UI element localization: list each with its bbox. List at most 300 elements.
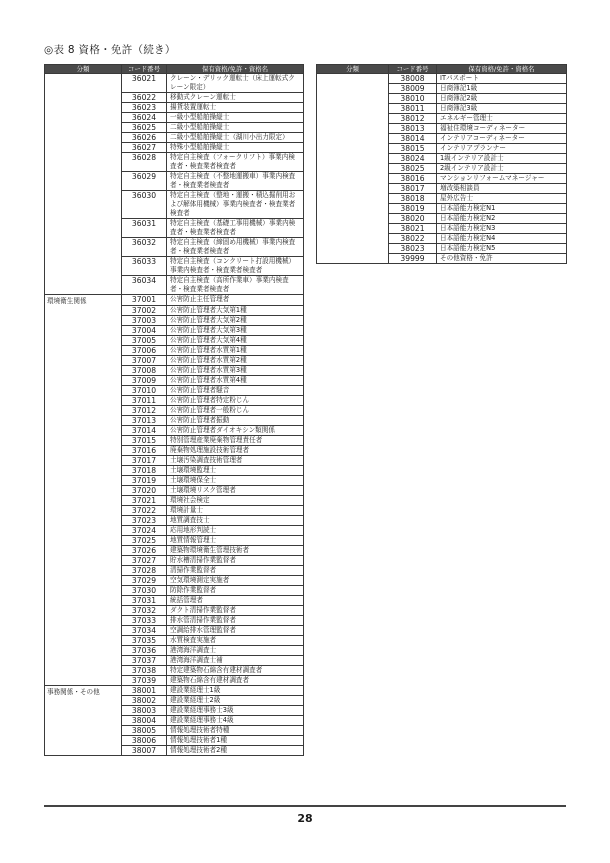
code-cell: 38020 (389, 214, 437, 224)
category-cell (45, 565, 122, 575)
table-row (45, 635, 304, 645)
category-cell (45, 495, 122, 505)
qualification-name-cell: 建設業経理士2級 (167, 696, 304, 706)
code-cell: 37001 (122, 295, 167, 306)
category-cell (45, 172, 122, 191)
qualification-name-cell: 特定自主検査（コンクリート打設用機械）事業内検査者・検査業者検査者 (167, 257, 304, 276)
code-cell: 36025 (122, 123, 167, 133)
table-row (45, 153, 304, 172)
code-cell: 36033 (122, 257, 167, 276)
code-cell: 37012 (122, 405, 167, 415)
qualification-name-cell: 排水管清掃作業監督者 (167, 615, 304, 625)
code-cell: 37020 (122, 485, 167, 495)
qualification-name-cell: 特定建築物石綿含有建材調査者 (167, 665, 304, 675)
qualification-name-cell: 公害防止管理者特定粉じん (167, 395, 304, 405)
qualification-name-cell: 特別管理産業廃棄物管理責任者 (167, 435, 304, 445)
qualification-table-left (44, 64, 304, 756)
code-cell: 37022 (122, 505, 167, 515)
table-row (317, 104, 567, 114)
table-row (45, 645, 304, 655)
qualification-name-cell: その他資格・免許 (437, 254, 567, 264)
category-cell (45, 375, 122, 385)
table-row (45, 375, 304, 385)
category-cell (45, 355, 122, 365)
qualification-name-cell: 公害防止管理者大気第3種 (167, 325, 304, 335)
code-cell: 36028 (122, 153, 167, 172)
category-cell (317, 124, 389, 134)
table-row (45, 625, 304, 635)
category-cell (45, 485, 122, 495)
code-cell: 37013 (122, 415, 167, 425)
category-cell (45, 535, 122, 545)
qualification-name-cell: クレーン・デリック運転士（床上運転式クレーン限定） (167, 74, 304, 93)
category-cell (45, 555, 122, 565)
qualification-name-cell: 公害防止管理者水質第1種 (167, 345, 304, 355)
category-cell (317, 214, 389, 224)
table-header-row (45, 65, 304, 74)
qualification-name-cell: 土壌環境リスク管理者 (167, 485, 304, 495)
code-cell: 36026 (122, 133, 167, 143)
table-row (45, 615, 304, 625)
qualification-name-cell: 建築物石綿含有建材調査者 (167, 675, 304, 685)
code-cell: 38003 (122, 706, 167, 716)
table-row (45, 133, 304, 143)
code-cell: 37023 (122, 515, 167, 525)
category-cell (45, 435, 122, 445)
qualification-name-cell: 応用地形判読士 (167, 525, 304, 535)
category-cell (45, 143, 122, 153)
qualification-name-cell: 土壌環境監理士 (167, 465, 304, 475)
category-cell (45, 153, 122, 172)
code-cell: 36022 (122, 93, 167, 103)
code-cell: 38014 (389, 134, 437, 144)
category-cell (45, 365, 122, 375)
code-column-header: コード番号 (389, 65, 437, 74)
name-column-header: 保有資格/免許・資格名 (437, 65, 567, 74)
category-cell (317, 204, 389, 214)
category-cell (45, 257, 122, 276)
qualification-name-cell: 屋外広告士 (437, 194, 567, 204)
code-cell: 38005 (122, 726, 167, 736)
qualification-name-cell: 公害防止主任管理者 (167, 295, 304, 306)
table-row (317, 164, 567, 174)
code-cell: 37024 (122, 525, 167, 535)
code-cell: 36034 (122, 276, 167, 295)
category-cell (45, 93, 122, 103)
category-cell (317, 144, 389, 154)
qualification-name-cell: 公害防止管理者ダイオキシン類関係 (167, 425, 304, 435)
code-cell: 36023 (122, 103, 167, 113)
table-row (45, 93, 304, 103)
code-cell: 37038 (122, 665, 167, 675)
table-row (45, 257, 304, 276)
code-cell: 37021 (122, 495, 167, 505)
table-row (45, 455, 304, 465)
qualification-name-cell: 公害防止管理者大気第4種 (167, 335, 304, 345)
code-cell: 38011 (389, 104, 437, 114)
category-cell (45, 645, 122, 655)
code-cell: 37036 (122, 645, 167, 655)
category-cell (317, 184, 389, 194)
table-row (45, 445, 304, 455)
qualification-name-cell: 公害防止管理者一般粉じん (167, 405, 304, 415)
qualification-name-cell: 港湾海洋調査士補 (167, 655, 304, 665)
category-cell (45, 113, 122, 123)
category-cell (45, 405, 122, 415)
table-row (45, 545, 304, 555)
qualification-name-cell: 建設業経理事務士4級 (167, 716, 304, 726)
table-row (45, 726, 304, 736)
code-cell: 38008 (389, 74, 437, 84)
qualification-name-cell: 二級小型船舶操縦士 (167, 123, 304, 133)
category-cell (45, 575, 122, 585)
qualification-name-cell: 公害防止管理者大気第2種 (167, 315, 304, 325)
qualification-name-cell: 公害防止管理者水質第4種 (167, 375, 304, 385)
category-cell (45, 736, 122, 746)
code-cell: 37032 (122, 605, 167, 615)
qualification-name-cell: 公害防止管理者騒音 (167, 385, 304, 395)
table-row (45, 143, 304, 153)
table-row (45, 191, 304, 219)
table-row (45, 295, 304, 306)
code-cell: 37014 (122, 425, 167, 435)
code-cell: 38013 (389, 124, 437, 134)
code-cell: 37004 (122, 325, 167, 335)
category-cell (45, 525, 122, 535)
qualification-name-cell: 移動式クレーン運転士 (167, 93, 304, 103)
qualification-name-cell: インテリアプランナー (437, 144, 567, 154)
table-row (45, 515, 304, 525)
category-cell (45, 665, 122, 675)
code-cell: 37031 (122, 595, 167, 605)
code-cell: 38015 (389, 144, 437, 154)
table-row (45, 716, 304, 726)
category-cell (45, 696, 122, 706)
qualification-name-cell: 揚貨装置運転士 (167, 103, 304, 113)
table-row (45, 395, 304, 405)
code-cell: 37025 (122, 535, 167, 545)
table-row (317, 144, 567, 154)
qualification-name-cell: 情報処理技術者1種 (167, 736, 304, 746)
qualification-name-cell: 貯水槽清掃作業監督者 (167, 555, 304, 565)
category-cell (45, 74, 122, 93)
qualification-name-cell: 情報処理技術者2種 (167, 746, 304, 756)
table-row (45, 335, 304, 345)
table-row (45, 595, 304, 605)
category-cell (317, 164, 389, 174)
category-cell (45, 123, 122, 133)
category-cell (317, 74, 389, 84)
table-row (45, 385, 304, 395)
category-cell (45, 726, 122, 736)
category-cell (317, 104, 389, 114)
code-cell: 37010 (122, 385, 167, 395)
category-cell (317, 224, 389, 234)
category-cell (317, 174, 389, 184)
qualification-name-cell: 統括管理者 (167, 595, 304, 605)
category-cell (45, 465, 122, 475)
table-caption: ◎表 8 資格・免許（続き） (44, 44, 176, 56)
code-cell: 37039 (122, 675, 167, 685)
table-row (45, 655, 304, 665)
table-row (45, 425, 304, 435)
name-column-header: 保有資格/免許・資格名 (167, 65, 304, 74)
table-row (45, 219, 304, 238)
code-cell: 37018 (122, 465, 167, 475)
table-row (45, 113, 304, 123)
category-cell (45, 445, 122, 455)
qualification-name-cell: エネルギー管理士 (437, 114, 567, 124)
table-row (45, 238, 304, 257)
category-cell (45, 385, 122, 395)
category-cell (45, 315, 122, 325)
table-row (45, 696, 304, 706)
qualification-name-cell: 建築物環境衛生管理技術者 (167, 545, 304, 555)
code-cell: 38019 (389, 204, 437, 214)
code-cell: 38018 (389, 194, 437, 204)
category-cell (45, 455, 122, 465)
table-row (317, 174, 567, 184)
code-cell: 37034 (122, 625, 167, 635)
qualification-name-cell: 日本語能力検定N3 (437, 224, 567, 234)
code-cell: 38016 (389, 174, 437, 184)
code-cell: 37019 (122, 475, 167, 485)
code-cell: 38023 (389, 244, 437, 254)
qualification-name-cell: 水質検査実施者 (167, 635, 304, 645)
code-cell: 38007 (122, 746, 167, 756)
qualification-name-cell: 環境計量士 (167, 505, 304, 515)
qualification-name-cell: 日商簿記2級 (437, 94, 567, 104)
qualification-name-cell: 公害防止管理者振動 (167, 415, 304, 425)
qualification-name-cell: 土壌汚染調査技術管理者 (167, 455, 304, 465)
code-cell: 37006 (122, 345, 167, 355)
qualification-name-cell: 特定自主検査（締固め用機械）事業内検査者・検査業者検査者 (167, 238, 304, 257)
code-cell: 38010 (389, 94, 437, 104)
code-cell: 38001 (122, 685, 167, 696)
qualification-name-cell: 日本語能力検定N5 (437, 244, 567, 254)
qualification-name-cell: 建設業経理事務士3級 (167, 706, 304, 716)
category-cell (317, 84, 389, 94)
table-row (45, 675, 304, 685)
table-row (317, 194, 567, 204)
category-cell: 事務関係・その他 (45, 685, 122, 696)
qualification-name-cell: 港湾海洋調査士 (167, 645, 304, 655)
qualification-name-cell: 日本語能力検定N1 (437, 204, 567, 214)
qualification-name-cell: ダクト清掃作業監督者 (167, 605, 304, 615)
code-cell: 38024 (389, 154, 437, 164)
category-cell (45, 635, 122, 645)
qualification-name-cell: 日本語能力検定N4 (437, 234, 567, 244)
category-cell (45, 746, 122, 756)
table-row (45, 565, 304, 575)
category-cell (45, 675, 122, 685)
table-row (45, 325, 304, 335)
qualification-name-cell: 日商簿記3級 (437, 104, 567, 114)
table-row (45, 585, 304, 595)
code-cell: 37007 (122, 355, 167, 365)
table-header-row (317, 65, 567, 74)
table-row (317, 114, 567, 124)
table-row (317, 134, 567, 144)
table-row (45, 123, 304, 133)
table-row (317, 224, 567, 234)
table-row (45, 535, 304, 545)
category-cell (45, 706, 122, 716)
category-cell (45, 305, 122, 315)
qualification-name-cell: 清掃作業監督者 (167, 565, 304, 575)
code-cell: 37029 (122, 575, 167, 585)
qualification-name-cell: 日商簿記1級 (437, 84, 567, 94)
code-cell: 39999 (389, 254, 437, 264)
table-row (45, 485, 304, 495)
code-cell: 37003 (122, 315, 167, 325)
code-cell: 38025 (389, 164, 437, 174)
table-row (317, 244, 567, 254)
code-cell: 36031 (122, 219, 167, 238)
table-row (45, 685, 304, 696)
code-cell: 38006 (122, 736, 167, 746)
qualification-name-cell: 廃棄物処理施設技術管理者 (167, 445, 304, 455)
code-cell: 37027 (122, 555, 167, 565)
table-row (45, 305, 304, 315)
qualification-name-cell: 特定自主検査（高所作業車）事業内検査者・検査業者検査者 (167, 276, 304, 295)
code-cell: 38002 (122, 696, 167, 706)
category-cell (45, 395, 122, 405)
page-number: 28 (297, 812, 313, 825)
table-row (45, 525, 304, 535)
table-row (45, 465, 304, 475)
qualification-name-cell: 公害防止管理者水質第2種 (167, 355, 304, 365)
code-cell: 36027 (122, 143, 167, 153)
table-row (317, 94, 567, 104)
qualification-name-cell: 情報処理技術者特種 (167, 726, 304, 736)
table-row (45, 475, 304, 485)
table-row (317, 84, 567, 94)
code-cell: 37011 (122, 395, 167, 405)
qualification-name-cell: 福祉住環境コーディネーター (437, 124, 567, 134)
qualification-name-cell: 防除作業監督者 (167, 585, 304, 595)
category-cell (45, 191, 122, 219)
qualification-name-cell: マンションリフォームマネージャー (437, 174, 567, 184)
table-row (45, 355, 304, 365)
category-cell (317, 134, 389, 144)
table-row (317, 74, 567, 84)
qualification-name-cell: 二級小型船舶操縦士（湖川小出力限定） (167, 133, 304, 143)
code-cell: 37030 (122, 585, 167, 595)
code-cell: 38004 (122, 716, 167, 726)
category-cell (45, 415, 122, 425)
qualification-name-cell: 増改築相談員 (437, 184, 567, 194)
table-row (45, 435, 304, 445)
category-cell (317, 94, 389, 104)
table-row (317, 214, 567, 224)
category-cell (45, 238, 122, 257)
category-cell (317, 114, 389, 124)
code-cell: 37005 (122, 335, 167, 345)
qualification-name-cell: 特定自主検査（整地・運搬・積込掘削用および解体用機械）事業内検査者・検査業者検査者 (167, 191, 304, 219)
table-row (45, 103, 304, 113)
qualification-name-cell: 一級小型船舶操縦士 (167, 113, 304, 123)
category-cell (317, 154, 389, 164)
category-cell (45, 585, 122, 595)
qualification-name-cell: 1級インテリア設計士 (437, 154, 567, 164)
category-cell (45, 625, 122, 635)
qualification-name-cell: 空調給排水管理監督者 (167, 625, 304, 635)
category-cell (45, 475, 122, 485)
category-cell (45, 276, 122, 295)
qualification-name-cell: 2級インテリア設計士 (437, 164, 567, 174)
table-row (45, 495, 304, 505)
table-row (45, 736, 304, 746)
category-cell (45, 515, 122, 525)
footer-rule (44, 805, 566, 807)
table-row (45, 605, 304, 615)
category-cell (45, 335, 122, 345)
table-row (45, 74, 304, 93)
category-cell (45, 425, 122, 435)
code-cell: 38009 (389, 84, 437, 94)
table-row (45, 345, 304, 355)
table-row (45, 665, 304, 675)
qualification-name-cell: 日本語能力検定N2 (437, 214, 567, 224)
code-cell: 36030 (122, 191, 167, 219)
code-cell: 36024 (122, 113, 167, 123)
table-row (45, 315, 304, 325)
qualification-name-cell: 特定自主検査（基礎工事用機械）事業内検査者・検査業者検査者 (167, 219, 304, 238)
category-cell (45, 103, 122, 113)
qualification-name-cell: 公害防止管理者大気第1種 (167, 305, 304, 315)
code-cell: 38017 (389, 184, 437, 194)
table-row (45, 405, 304, 415)
code-cell: 36021 (122, 74, 167, 93)
table-row (317, 204, 567, 214)
table-row (317, 154, 567, 164)
qualification-name-cell: 特定自主検査（フォークリフト）事業内検査者・検査業者検査者 (167, 153, 304, 172)
category-cell (45, 605, 122, 615)
code-cell: 36032 (122, 238, 167, 257)
category-cell (45, 133, 122, 143)
table-row (45, 172, 304, 191)
code-cell: 37026 (122, 545, 167, 555)
code-cell: 37009 (122, 375, 167, 385)
category-cell (45, 545, 122, 555)
code-cell: 37035 (122, 635, 167, 645)
category-cell (45, 615, 122, 625)
qualification-name-cell: 土壌環境保全士 (167, 475, 304, 485)
code-cell: 37016 (122, 445, 167, 455)
qualification-table-right (316, 64, 567, 264)
code-cell: 37017 (122, 455, 167, 465)
table-row (45, 505, 304, 515)
table-row (45, 365, 304, 375)
category-cell (317, 234, 389, 244)
qualification-name-cell: 公害防止管理者水質第3種 (167, 365, 304, 375)
qualification-name-cell: インテリアコーディネーター (437, 134, 567, 144)
qualification-name-cell: 環境社会検定 (167, 495, 304, 505)
table-row (45, 746, 304, 756)
code-cell: 38022 (389, 234, 437, 244)
category-cell (45, 716, 122, 726)
category-column-header: 分類 (317, 65, 389, 74)
category-cell (45, 655, 122, 665)
category-cell (45, 595, 122, 605)
code-cell: 38012 (389, 114, 437, 124)
category-cell (45, 219, 122, 238)
qualification-name-cell: 特定自主検査（不整地運搬車）事業内検査者・検査業者検査者 (167, 172, 304, 191)
table-row (45, 706, 304, 716)
table-row (45, 276, 304, 295)
code-cell: 37015 (122, 435, 167, 445)
